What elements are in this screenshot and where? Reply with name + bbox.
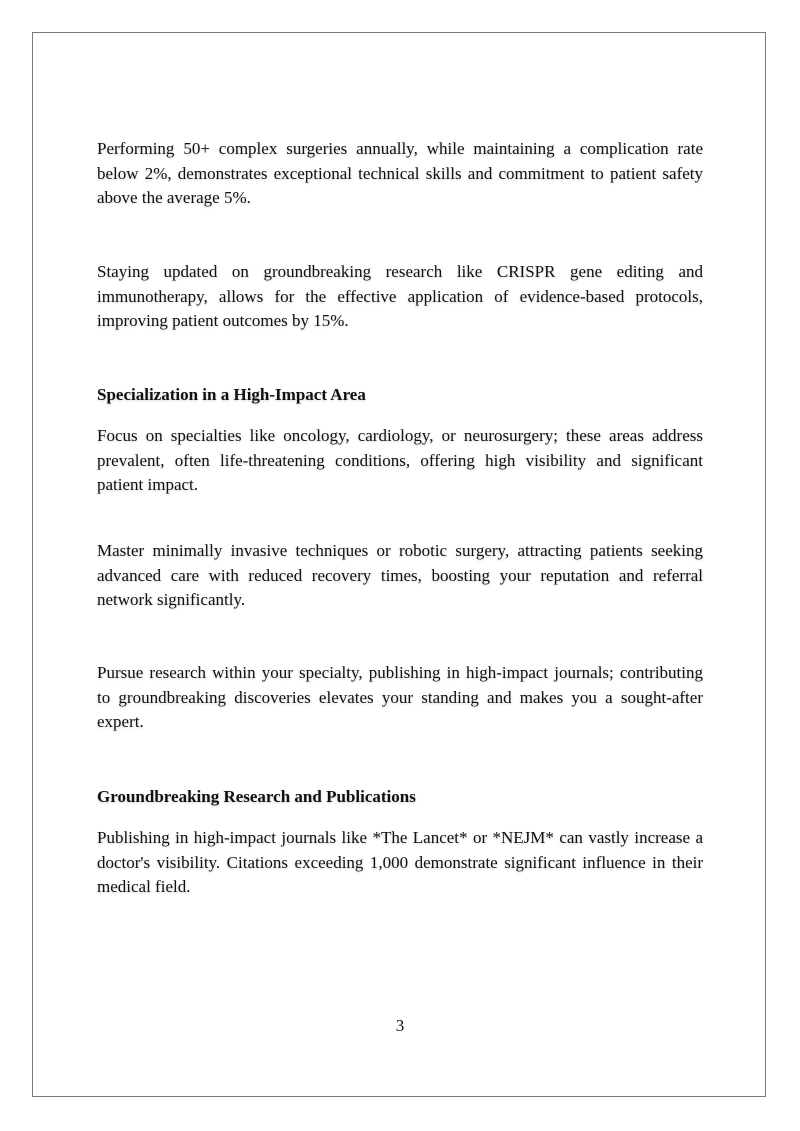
paragraph-pursue-research: Pursue research within your specialty, publishing in high-impact journals; contributing to groundbreaking discoveries elevates your standing and makes you a sought-after expert. (97, 663, 703, 732)
paragraph-minimally-invasive: Master minimally invasive techniques or robotic surgery, attracting patients seeking advanced care with reduced recovery times, boosting your reputation and referral network significantly. (97, 541, 703, 610)
paragraph-research-updates: Staying updated on groundbreaking research like CRISPR gene editing and immunotherapy, allows for the effective application of evidence-based protocols, improving patient outcomes by 15%. (97, 262, 703, 331)
paragraph-publishing: Publishing in high-impact journals like *The Lancet* or *NEJM* can vastly increase a doctor's visibility. Citations exceeding 1,000 demonstrate significant influence in their medical field. (97, 828, 703, 897)
section-heading-publications: Groundbreaking Research and Publications (97, 787, 416, 806)
paragraph-surgeries: Performing 50+ complex surgeries annually, while maintaining a complication rate below 2%, demonstrates exceptional technical skills and commitment to patient safety above the average 5%. (97, 139, 703, 208)
section-heading-specialization: Specialization in a High-Impact Area (97, 385, 366, 404)
page-number: 3 (395, 1016, 405, 1035)
paragraph-specialties: Focus on specialties like oncology, cardiology, or neurosurgery; these areas address prevalent, often life-threatening conditions, offering high visibility and significant patient impact. (97, 426, 703, 495)
